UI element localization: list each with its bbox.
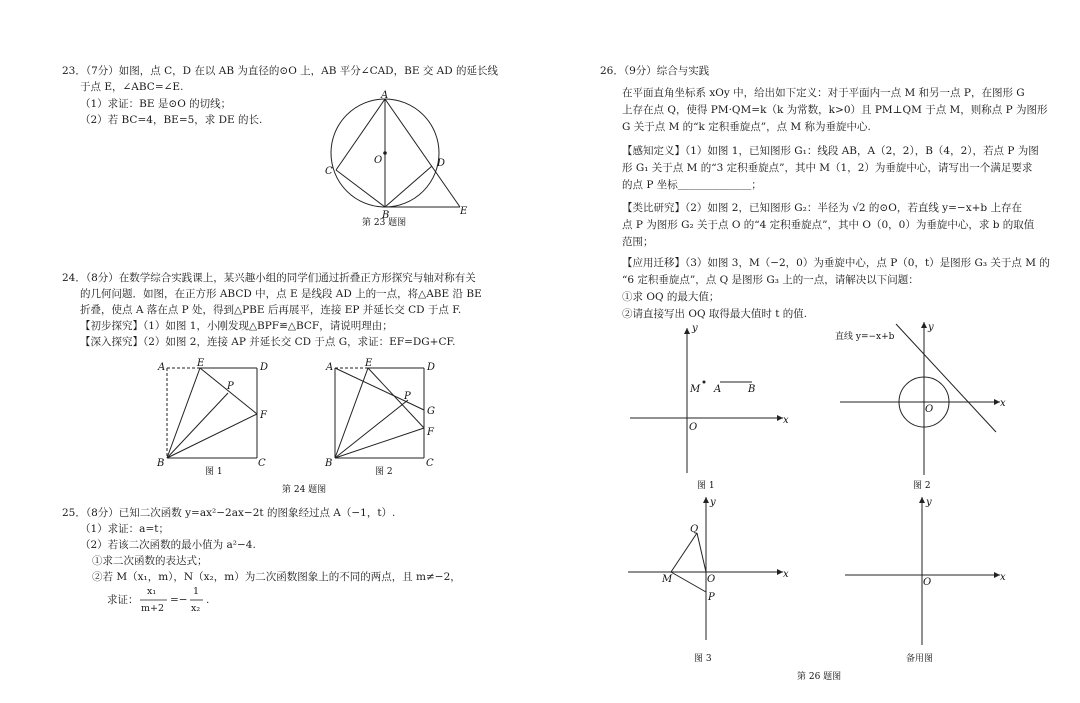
q26f1-x-label: x	[783, 415, 789, 426]
q24f1-label-c: C	[258, 458, 266, 469]
q24-line-1: 24．（8分）在数学综合实践课上，某兴趣小组的同学们通过折叠正方形探究与轴对称有关	[62, 272, 476, 284]
q23-label-o: O	[374, 155, 383, 166]
q26-caption: 第 26 题图	[797, 672, 842, 682]
q24f2-label-d: D	[427, 362, 436, 373]
q24f1-segment-bp	[167, 393, 228, 458]
q26f2-y-arrow	[921, 322, 927, 328]
q23-label-e: E	[460, 206, 468, 217]
q25-line-2: （1）求证：a=t；	[80, 523, 169, 535]
q26f4-y-arrow	[919, 497, 925, 503]
q24f2-segment-ef	[368, 368, 424, 428]
q24-line-4: 【初步探究】（1）如图 1，小刚发现△BPF≌△BCF，请说明理由；	[80, 320, 393, 332]
q24f1-label-b: B	[157, 458, 165, 469]
q26f2-origin-label: O	[925, 404, 934, 415]
q25-frac1-numerator: x₁	[147, 586, 157, 597]
q26-line-11: 【应用迁移】（3）如图 3，M（−2，0）为垂旋中心，点 P（0，t）是图形 G₃ 关于点 M 的	[622, 257, 1050, 269]
q23-line-1: 23．（7分）如图，点 C，D 在以 AB 为直径的⊙O 上，AB 平分∠CAD，BE 交 AD 的延长线	[62, 65, 499, 77]
q23-caption: 第 23 题图	[362, 218, 407, 228]
q26f3-y-label: y	[710, 497, 716, 508]
q26-figure-2	[840, 322, 1000, 475]
q24f2-label-f: F	[427, 427, 434, 438]
q24-line-5: 【深入探究】（2）如图 2，连接 AP 并延长交 CD 于点 G，求证：EF=DG+CF.	[80, 336, 456, 348]
q23-label-a: A	[381, 90, 389, 101]
q24f2-segment-ag	[335, 368, 424, 410]
q26f2-x-label: x	[1000, 398, 1006, 409]
q26f4-x-label: x	[1000, 572, 1006, 583]
q26f3-segment-mq	[671, 533, 697, 572]
q26-figure-3	[628, 497, 783, 640]
q26f2-line-label: 直线 y=−x+b	[835, 332, 895, 342]
q24f1-label-p: P	[227, 381, 234, 392]
q26-line-4: G 关于点 M 的“k 定积垂旋点”，点 M 称为垂旋中心.	[622, 121, 871, 133]
q24f2-label-c: C	[426, 458, 434, 469]
q24-fig2-caption: 图 2	[375, 467, 393, 477]
q25-line-1: 25．（8分）已知二次函数 y=ax²−2ax−2t 的图象经过点 A（−1，t）.	[62, 507, 396, 519]
q24f1-label-a: A	[158, 362, 166, 373]
q26f2-line	[896, 324, 996, 432]
q23-figure	[331, 99, 460, 207]
q26-figure-1	[630, 328, 783, 473]
q26f1-label-m: M	[690, 384, 701, 395]
q23-segment-bd	[385, 166, 432, 207]
q25-prove-label: 求证：	[107, 594, 139, 606]
q24f1-label-f: F	[260, 410, 267, 421]
q26-line-8: 【类比研究】（2）如图 2，已知图形 G₂：半径为 √2 的⊙O，若直线 y=−x+b 上存在	[622, 202, 1022, 214]
q26-line-1: 26．（9分）综合与实践	[600, 65, 710, 77]
q23-label-d: D	[437, 158, 446, 169]
q26f3-label-q: Q	[690, 524, 699, 535]
q24f2-label-e: E	[365, 358, 373, 369]
q24-figure-2	[335, 368, 424, 458]
q25-frac2-denominator: x₂	[191, 603, 201, 614]
q24-line-3: 折叠，使点 A 落在点 P 处，得到△PBE 后再展平，连接 EP 并延长交 CD 于点 F.	[80, 304, 462, 316]
q26-line-10: 范围；	[622, 236, 654, 248]
q26f4-y-label: y	[926, 497, 932, 508]
q24f2-label-g: G	[427, 406, 435, 417]
q23-label-b: B	[382, 210, 390, 221]
q25-equals: =−	[170, 594, 188, 606]
q26-line-13: ①求 OQ 的最大值；	[622, 291, 720, 303]
q24-caption: 第 24 题图	[282, 485, 327, 495]
q23-center-dot	[383, 151, 387, 155]
q25-period: .	[206, 594, 210, 606]
q26f3-origin-label: O	[707, 574, 716, 585]
q24f2-label-a: A	[326, 362, 334, 373]
q26f1-y-arrow	[684, 328, 690, 334]
q26-line-14: ②请直接写出 OQ 取得最大值时 t 的值.	[622, 308, 808, 320]
q26-fig4-caption: 备用图	[906, 654, 934, 664]
q26-line-9: 点 P 为图形 G₂ 关于点 O 的“4 定积垂旋点”，其中 O（0，0）为垂旋中心，求 b 的取值	[622, 219, 1035, 231]
q24-fig1-caption: 图 1	[205, 467, 223, 477]
q26-line-12: “6 定积垂旋点”，点 Q 是图形 G₃ 上的一点，请解决以下问题：	[622, 274, 919, 286]
q26f1-label-a: A	[714, 384, 722, 395]
q25-frac1-denominator: m+2	[141, 603, 165, 614]
q24f1-label-e: E	[197, 358, 205, 369]
q24f2-label-b: B	[325, 458, 333, 469]
q26f4-origin-label: O	[923, 577, 932, 588]
q25-line-5: ②若 M（x₁，m），N（x₂，m）为二次函数图象上的不同的两点，且 m≠−2，	[92, 571, 461, 583]
q26-line-7: 的点 P 坐标＿＿＿＿＿＿＿；	[622, 179, 762, 191]
q24-line-2: 的几何问题．如图，在正方形 ABCD 中，点 E 是线段 AD 上的一点，将△ABE 沿 BE	[80, 288, 482, 300]
q25-line-4: ①求二次函数的表达式；	[92, 555, 208, 567]
q26-line-5: 【感知定义】（1）如图 1，已知图形 G₁：线段 AB，A（2，2），B（4，2），若点 P 为图	[622, 145, 1039, 157]
q26f1-y-label: y	[692, 323, 698, 334]
q23-line-3: （1）求证：BE 是⊙O 的切线；	[80, 98, 232, 110]
q25-line-3: （2）若该二次函数的最小值为 a²−4.	[80, 539, 256, 551]
q26f3-x-label: x	[783, 569, 789, 580]
q26-fig1-caption: 图 1	[697, 481, 715, 491]
q26-fig2-caption: 图 2	[913, 481, 931, 491]
q26f3-segment-qo	[697, 533, 706, 572]
q26-line-3: 上存在点 Q，使得 PM·QM=k（k 为常数，k>0）且 PM⊥QM 于点 M，则称点 P 为图形	[622, 104, 1048, 116]
q23-line-4: （2）若 BC=4，BE=5，求 DE 的长.	[80, 114, 263, 126]
q26f2-y-label: y	[928, 322, 934, 333]
q26f3-label-p: P	[708, 592, 715, 603]
q25-frac2-numerator: 1	[193, 586, 200, 597]
q26f1-point-m	[703, 381, 706, 384]
q26-line-6: 形 G₁ 关于点 M 的“3 定积垂旋点”，其中 M（1，2）为垂旋中心，请写出一个满足要求	[622, 162, 1033, 174]
q26f3-y-arrow	[703, 497, 709, 503]
q24f1-label-d: D	[260, 362, 269, 373]
q26-fig3-caption: 图 3	[694, 654, 712, 664]
q26-figure-spare	[845, 497, 1000, 645]
q26f3-label-m: M	[662, 574, 673, 585]
q24-figure-1	[167, 368, 257, 458]
q23-segment-ae	[385, 99, 460, 207]
q26-line-2: 在平面直角坐标系 xOy 中，给出如下定义：对于平面内一点 M 和另一点 P，在图形 G	[622, 87, 1025, 99]
q26f1-label-b: B	[748, 384, 756, 395]
q24f2-label-p: P	[404, 391, 411, 402]
q26f3-segment-mp	[671, 572, 706, 592]
q24f2-segment-bf	[335, 428, 424, 458]
q23-line-2: 于点 E，∠ABC=∠E.	[80, 81, 184, 93]
q23-label-c: C	[325, 166, 333, 177]
q26f1-origin-label: O	[689, 422, 698, 433]
